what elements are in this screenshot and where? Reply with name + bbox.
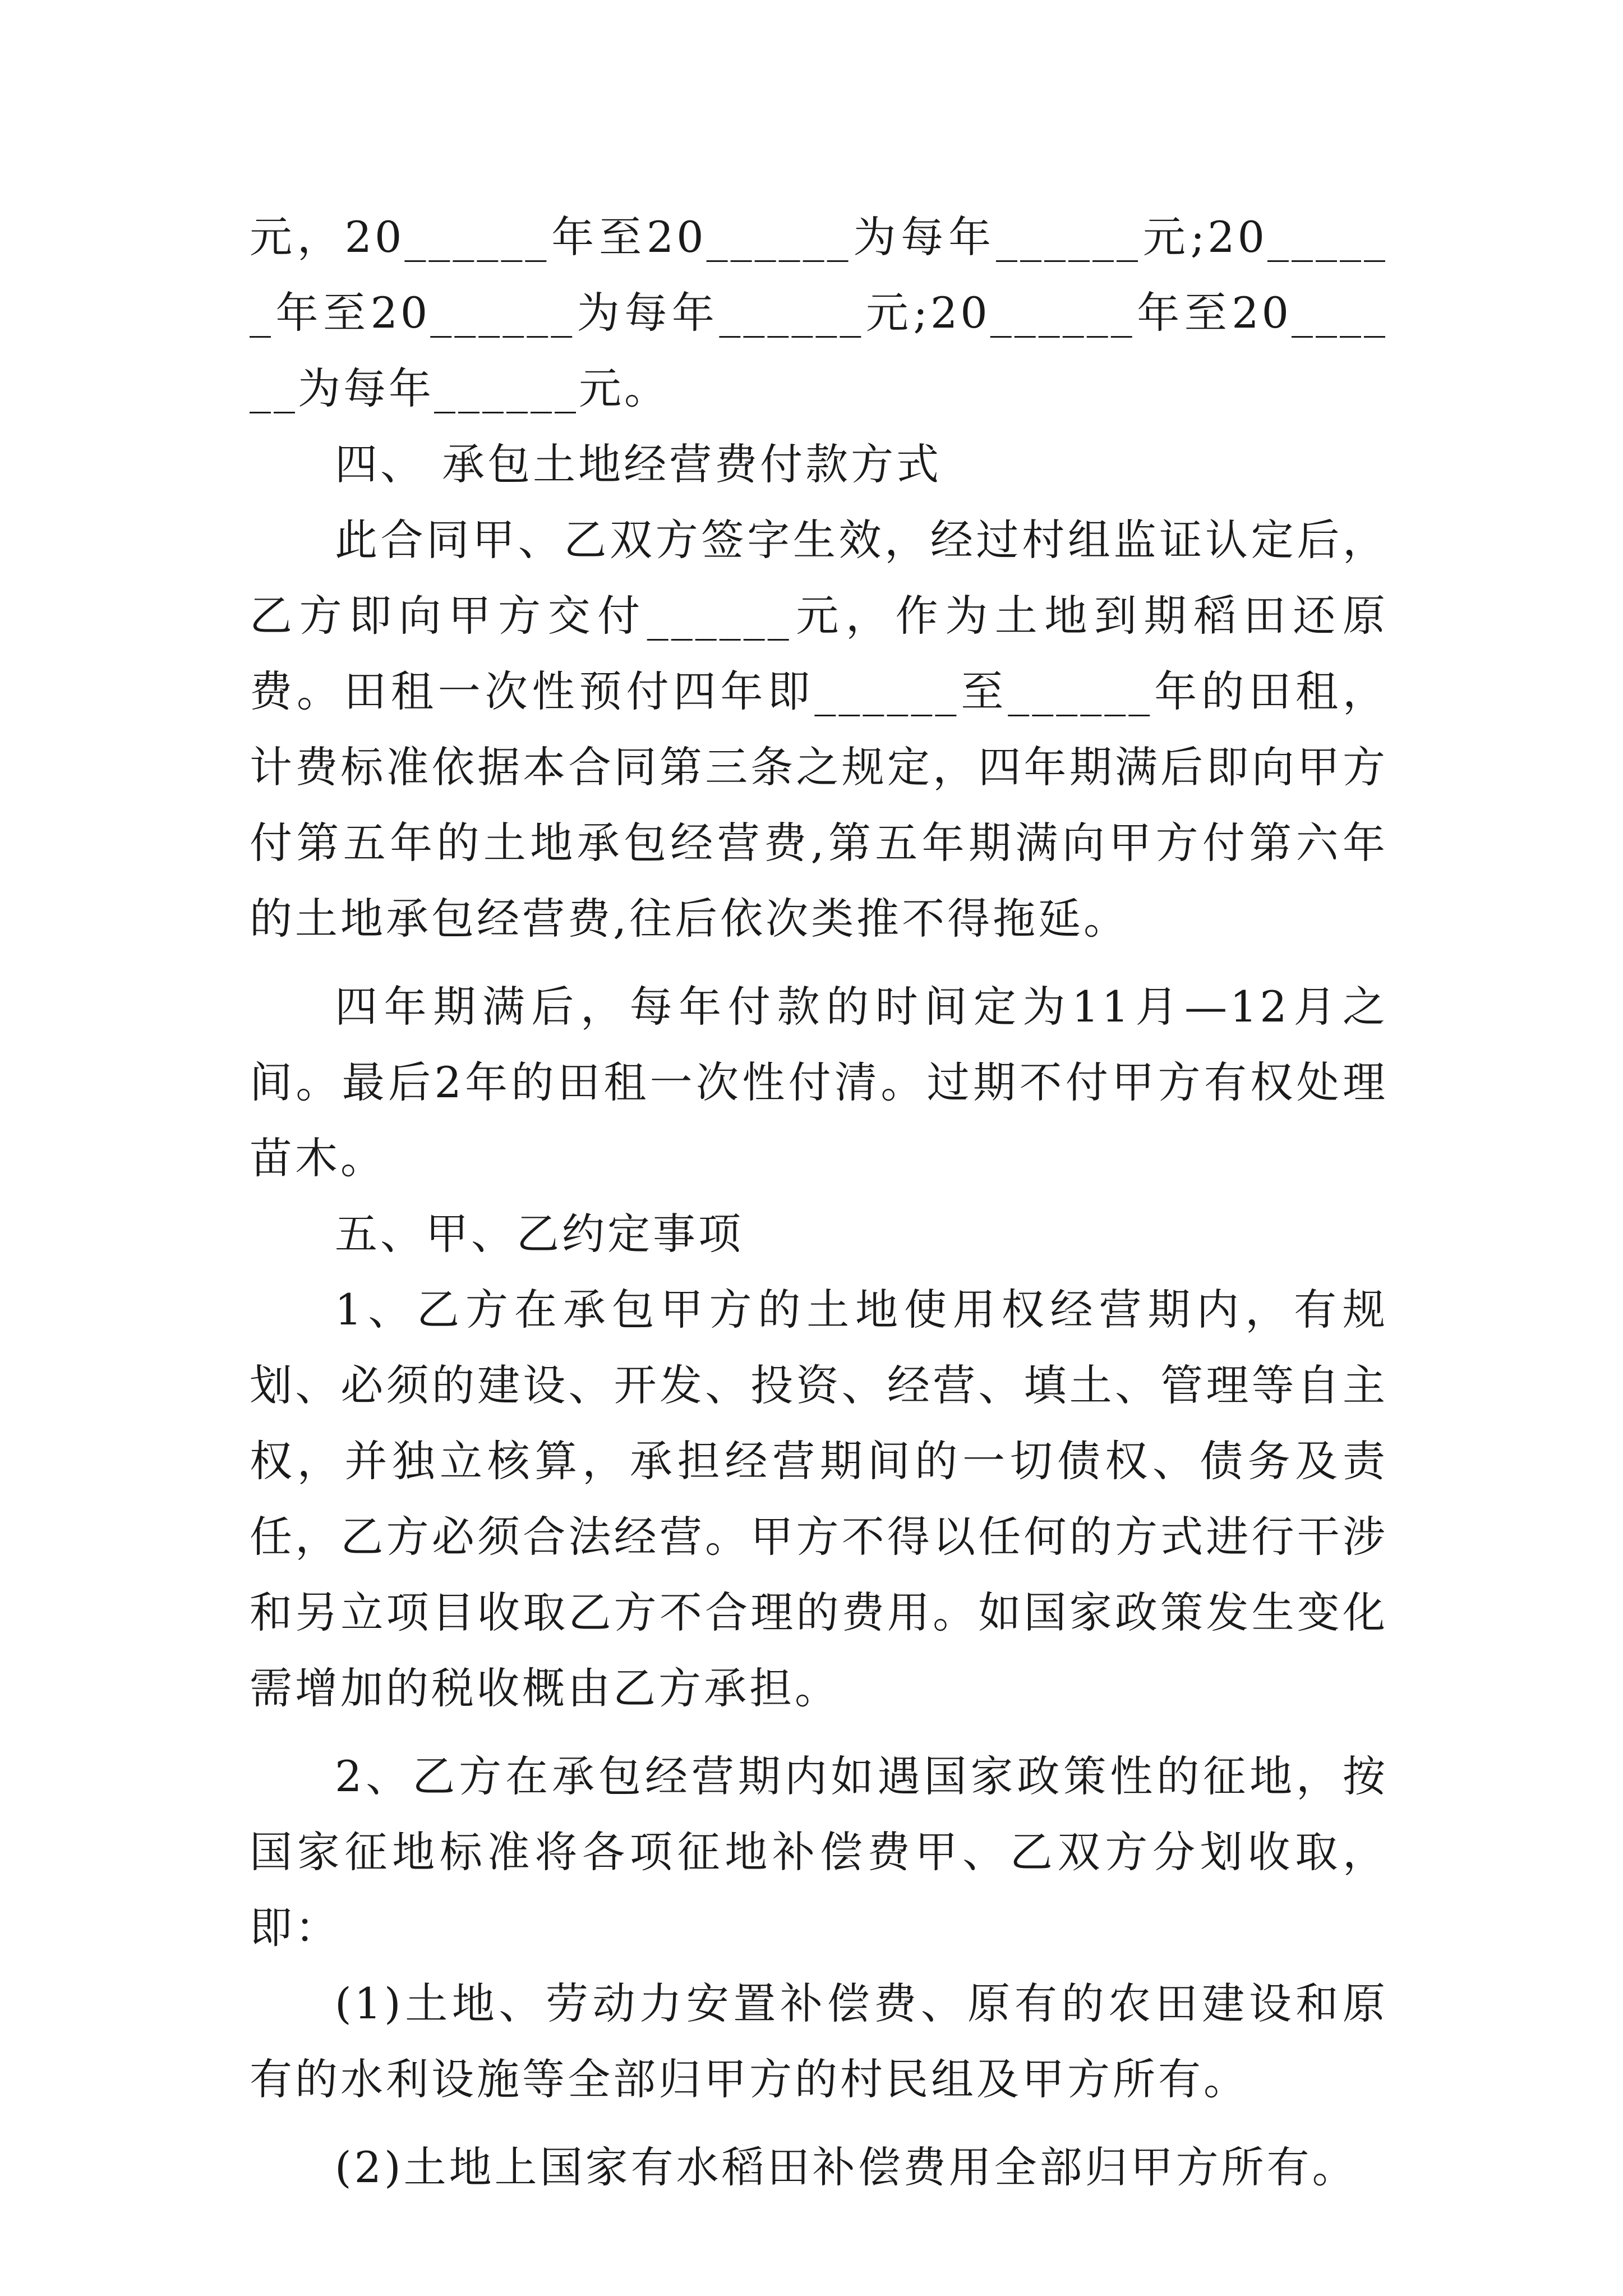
paragraph-rent-schedule: 元，20______年至20______为每年______元;20______年至20______为每年______元;20______年至20______为每年______元。 — [250, 212, 1388, 413]
paragraph-item-1: 1、乙方在承包甲方的土地使用权经营期内，有规划、必须的建设、开发、投资、经营、填土、管理等自主权，并独立核算，承担经营期间的一切债权、债务及责任，乙方必须合法经营。甲方不得以任何的方式进行干涉和另立项目收取乙方不合理的费用。如国家政策发生变化需增加的税收概由乙方承担。 — [250, 1285, 1388, 1713]
paragraph-payment-timing: 四年期满后，每年付款的时间定为11月—12月之间。最后2年的田租一次性付清。过期不付甲方有权处理苗木。 — [250, 982, 1388, 1183]
paragraph-item-2: 2、乙方在承包经营期内如遇国家政策性的征地，按国家征地标准将各项征地补偿费甲、乙双方分划收取，即： — [250, 1751, 1388, 1953]
section-heading-agreed-matters: 五、甲、乙约定事项 — [335, 1209, 744, 1259]
paragraph-payment-terms: 此合同甲、乙双方签字生效，经过村组监证认定后，乙方即向甲方交付______元，作为土地到期稻田还原费。田租一次性预付四年即______至______年的田租，计费标准依据本合同第三条之规定，四年期满后即向甲方付第五年的土地承包经营费,第五年期满向甲方付第六年的土地承包经营费,往后依次类推不得拖延。 — [250, 515, 1388, 944]
paragraph-subitem-2: (2)土地上国家有水稻田补偿费用全部归甲方所有。 — [335, 2142, 1358, 2192]
section-heading-payment-method: 四、 承包土地经营费付款方式 — [335, 439, 942, 489]
paragraph-subitem-1: (1)土地、劳动力安置补偿费、原有的农田建设和原有的水利设施等全部归甲方的村民组及甲方所有。 — [250, 1978, 1388, 2104]
document-body — [250, 199, 1388, 2205]
